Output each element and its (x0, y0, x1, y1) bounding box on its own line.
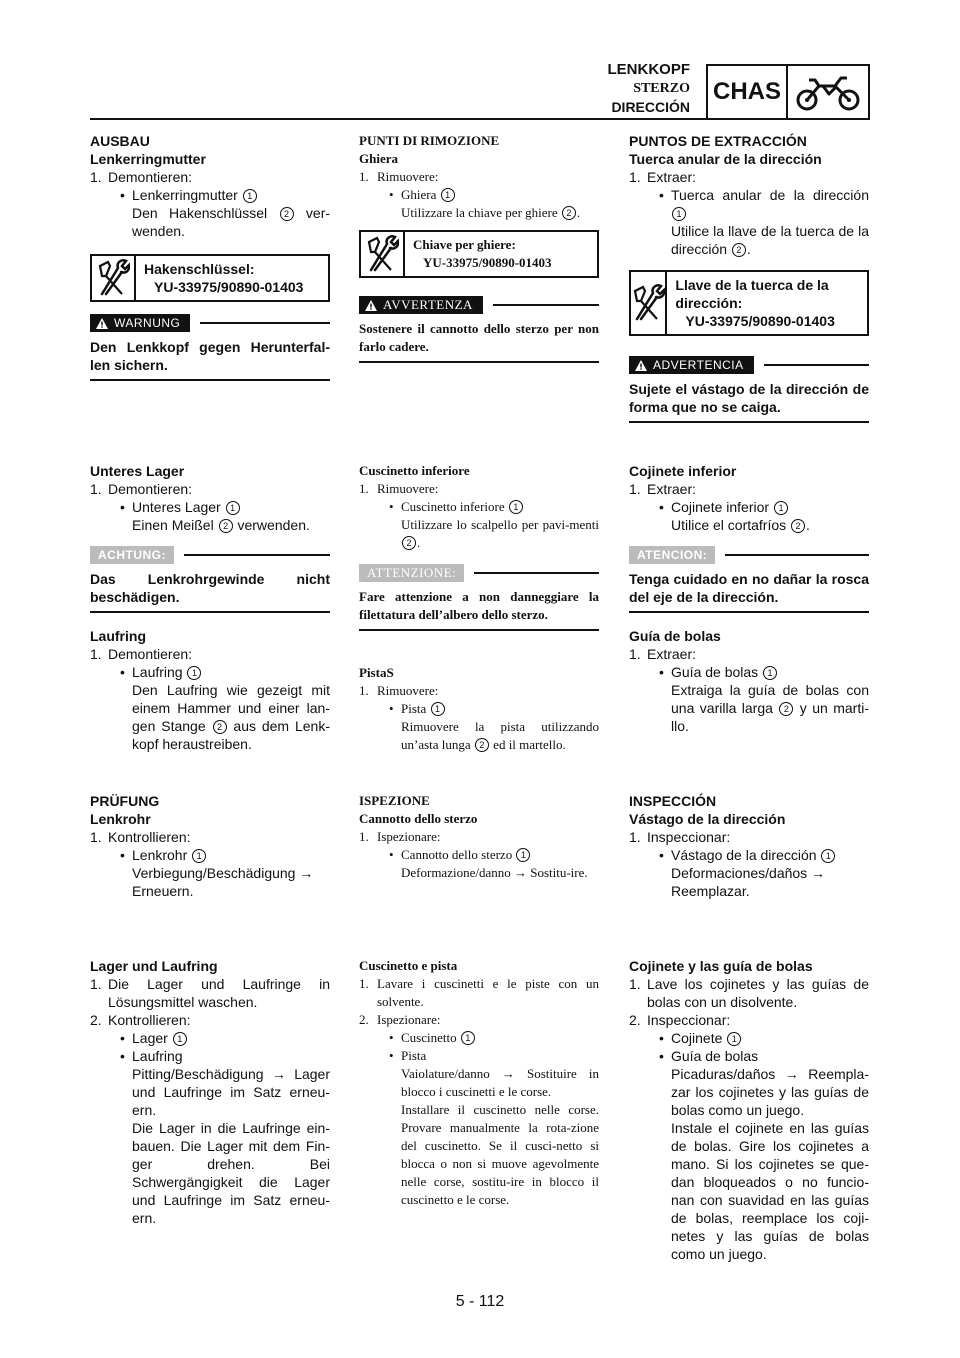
callout-1: 1 (461, 1031, 475, 1045)
es-bullet: • Tuerca anular de la dirección 1 (629, 186, 869, 222)
es-bullet: • Guía de bolas (629, 1047, 869, 1065)
it-bearing-race-section (359, 957, 599, 1209)
it-removal-title: PUNTI DI RIMOZIONE (359, 133, 500, 148)
de-race-title: Laufring (90, 628, 146, 644)
it-instruction: Installare il cuscinetto nelle corse. Provare manualmente la rota-zione del cuscinetto. Se il cusci-netto si blocca o non si muove agevolmente nelle corse, sostitu-ire in blocco il cuscinetto e le corse. (401, 1102, 599, 1207)
de-bullet: • Lenkerringmutter 1 (90, 186, 330, 204)
de-inspection-section (90, 792, 330, 900)
de-tool-name: Hakenschlüssel: (144, 261, 255, 277)
de-bullet: • Lenkrohr 1 (90, 846, 330, 864)
de-step: 1. Demontieren: (90, 646, 193, 662)
es-instruction: Deformaciones/daños → Reemplazar. (671, 865, 826, 899)
es-instruction: Instale el cojinete en las guías de bolas. Gire los cojinetes a mano. Si los cojinetes se que-dan bloqueados o no funcio-nan con suavidad en las guías de bolas, reemplace los coji-netes y las guías de bolas como un juego. (671, 1120, 869, 1262)
callout-1: 1 (192, 849, 206, 863)
de-instruction: Pitting/Beschädigung → Lager und Laufringe im Satz erneu-ern. (132, 1066, 330, 1118)
it-removal-subtitle: Ghiera (359, 151, 398, 166)
it-caution-header (359, 564, 599, 582)
es-removal-subtitle: Tuerca anular de la dirección (629, 151, 822, 167)
warning-icon (635, 360, 647, 371)
callout-2: 2 (402, 536, 416, 550)
de-removal-subtitle: Lenkerringmutter (90, 151, 206, 167)
callout-2: 2 (280, 207, 294, 221)
de-bearing-race-section (90, 957, 330, 1227)
de-inspection-subtitle: Lenkrohr (90, 811, 151, 827)
de-inspection-title: PRÜFUNG (90, 793, 160, 809)
de-lower-bearing-section (90, 462, 330, 613)
es-caution-text: Tenga cuidado en no dañar la rosca del eje de la dirección. (629, 570, 869, 613)
it-step: 2. Ispezionare: (359, 1012, 441, 1027)
es-bullet: • Vástago de la dirección 1 (629, 846, 869, 864)
it-instruction: Rimuovere la pista utilizzando un’asta lunga 2 ed il martello. (401, 719, 599, 752)
de-lower-bearing-title: Unteres Lager (90, 463, 185, 479)
callout-2: 2 (475, 738, 489, 752)
callout-1: 1 (774, 501, 788, 515)
de-warning-rule (200, 322, 330, 324)
it-warning-label: AVVERTENZA (359, 296, 483, 314)
it-step: 1. Rimuovere: (359, 481, 439, 496)
es-step: 1. Lave los cojinetes y las guías de bolas con un disolvente. (629, 976, 869, 1010)
es-race-title: Guía de bolas (629, 628, 721, 644)
title-de: LENKKOPF (607, 61, 690, 78)
it-warning-text: Sostenere il cannotto dello sterzo per non farlo cadere. (359, 320, 599, 363)
es-instruction: Utilice la llave de la tuerca de la dirección 2 . (671, 223, 869, 257)
page-number: 5 - 112 (455, 1293, 505, 1310)
es-bearing-race-section (629, 957, 869, 1263)
it-bullet: • Ghiera 1 (359, 186, 599, 204)
it-bullet: • Pista (359, 1047, 599, 1065)
es-bullet: • Cojinete inferior 1 (629, 498, 869, 516)
es-tool-text (667, 272, 867, 334)
de-instruction: Die Lager in die Laufringe ein-bauen. Die Lager mit dem Fin-ger drehen. Bei Schwergängigkeit die Lager und Laufringe im Satz erneu-ern. (132, 1120, 330, 1226)
es-caution-label: ATENCION: (629, 546, 715, 564)
callout-1: 1 (727, 1032, 741, 1046)
it-step: 1. Rimuovere: (359, 683, 439, 698)
warning-icon (96, 318, 108, 329)
de-removal-title: AUSBAU (90, 133, 150, 149)
header-rule (90, 118, 870, 120)
it-step: 1. Rimuovere: (359, 169, 439, 184)
de-bullet: • Laufring 1 (90, 663, 330, 681)
title-it: STERZO (633, 81, 690, 96)
it-caution-rule (474, 572, 599, 574)
it-lower-bearing-title: Cuscinetto inferiore (359, 463, 470, 478)
it-bullet: • Cuscinetto 1 (359, 1029, 599, 1047)
de-caution-text: Das Lenkrohrgewinde nicht beschädigen. (90, 570, 330, 613)
it-instruction: Deformazione/danno → Sostitu-ire. (401, 865, 588, 880)
it-caution-label: ATTENZIONE: (359, 564, 464, 582)
es-warning-header (629, 356, 869, 374)
it-race-section (359, 664, 599, 754)
es-bullet: • Guía de bolas 1 (629, 663, 869, 681)
wrench-icon (361, 232, 405, 276)
de-step: 2. Kontrollieren: (90, 1012, 191, 1028)
wrench-icon (631, 272, 667, 334)
it-warning-rule (493, 304, 599, 306)
callout-1: 1 (672, 207, 686, 221)
callout-1: 1 (509, 500, 523, 514)
it-step: 1. Ispezionare: (359, 829, 441, 844)
title-es: DIRECCIÓN (611, 99, 690, 115)
callout-2: 2 (562, 206, 576, 220)
callout-2: 2 (779, 702, 793, 716)
es-inspection-title: INSPECCIÓN (629, 793, 717, 809)
de-bullet: • Unteres Lager 1 (90, 498, 330, 516)
de-instruction: Den Laufring wie gezeigt mit einem Hammer und einer lan-gen Stange 2 aus dem Lenk-kopf heraustreiben. (132, 682, 331, 752)
it-tool-text (405, 232, 560, 276)
wrench-icon (92, 256, 136, 300)
it-tool-code: YU-33975/90890-01403 (423, 255, 552, 270)
callout-1: 1 (821, 849, 835, 863)
de-warning-text: Den Lenkkopf gegen Herunterfal-len sichern. (90, 338, 330, 381)
de-race-section (90, 627, 330, 753)
it-instruction: Vaiolature/danno → Sostituire in blocco i cuscinetti e le corse. (401, 1066, 599, 1099)
section-code: CHAS (708, 66, 788, 118)
es-step: 1. Extraer: (629, 169, 697, 185)
de-caution-header (90, 546, 330, 564)
de-tool-text (136, 256, 311, 300)
it-removal-section (359, 132, 599, 363)
it-lower-bearing-section (359, 462, 599, 631)
es-warning-rule (764, 364, 869, 366)
callout-2: 2 (219, 519, 233, 533)
callout-2: 2 (213, 720, 227, 734)
callout-1: 1 (173, 1032, 187, 1046)
de-step: 1. Demontieren: (90, 169, 193, 185)
es-special-tool-box (629, 270, 869, 336)
callout-1: 1 (441, 188, 455, 202)
de-warning-label: WARNUNG (90, 314, 190, 332)
it-instruction: Utilizzare lo scalpello per pavi-menti 2 . (401, 517, 599, 550)
es-step: 1. Inspeccionar: (629, 829, 731, 845)
es-instruction: Extraiga la guía de bolas con una varilla larga 2 y un marti-llo. (671, 682, 870, 734)
es-instruction: Picaduras/daños → Reempla-zar los cojinetes y las guías de bolas como un juego. (671, 1066, 869, 1118)
de-bearing-race-title: Lager und Laufring (90, 958, 218, 974)
de-bullet: • Laufring (90, 1047, 330, 1065)
es-tool-code: YU-33975/90890-01403 (685, 313, 835, 329)
de-instruction: Einen Meißel 2 verwenden. (132, 517, 310, 533)
it-bullet: • Cannotto dello sterzo 1 (359, 846, 599, 864)
it-bullet: • Pista 1 (359, 700, 599, 718)
warning-icon (365, 300, 377, 311)
es-caution-header (629, 546, 869, 564)
es-step: 1. Extraer: (629, 481, 697, 497)
es-warning-label: ADVERTENCIA (629, 356, 754, 374)
callout-1: 1 (226, 501, 240, 515)
es-lower-bearing-title: Cojinete inferior (629, 463, 737, 479)
es-bearing-race-title: Cojinete y las guía de bolas (629, 958, 813, 974)
it-inspection-subtitle: Cannotto dello sterzo (359, 811, 478, 826)
section-titles (608, 60, 691, 117)
es-step: 2. Inspeccionar: (629, 1012, 731, 1028)
callout-1: 1 (187, 666, 201, 680)
es-removal-title: PUNTOS DE EXTRACCIÓN (629, 133, 807, 149)
es-inspection-subtitle: Vástago de la dirección (629, 811, 786, 827)
de-step: 1. Die Lager und Laufringe in Lösungsmittel waschen. (90, 976, 330, 1010)
de-warning-header (90, 314, 330, 332)
it-instruction: Utilizzare la chiave per ghiere 2 . (401, 205, 581, 220)
callout-1: 1 (763, 666, 777, 680)
es-step: 1. Extraer: (629, 646, 697, 662)
es-inspection-section (629, 792, 869, 900)
it-caution-text: Fare attenzione a non danneggiare la filettatura dell’albero dello sterzo. (359, 588, 599, 631)
es-caution-rule (725, 554, 869, 556)
de-tool-code: YU-33975/90890-01403 (154, 279, 304, 295)
it-race-title: PistaS (359, 665, 394, 680)
motorcycle-icon (788, 66, 868, 118)
callout-1: 1 (431, 702, 445, 716)
callout-1: 1 (243, 189, 257, 203)
es-race-section (629, 627, 869, 735)
it-tool-name: Chiave per ghiere: (413, 237, 516, 252)
it-bearing-race-title: Cuscinetto e pista (359, 958, 458, 973)
it-inspection-section (359, 792, 599, 882)
de-special-tool-box (90, 254, 330, 302)
callout-2: 2 (732, 243, 746, 257)
de-step: 1. Kontrollieren: (90, 829, 191, 845)
de-caution-rule (184, 554, 330, 556)
de-instruction: Den Hakenschlüssel 2 ver-wenden. (132, 205, 331, 239)
section-header (600, 58, 870, 120)
es-removal-section (629, 132, 869, 423)
de-removal-section (90, 132, 330, 381)
it-bullet: • Cuscinetto inferiore 1 (359, 498, 599, 516)
de-bullet: • Lager 1 (90, 1029, 330, 1047)
it-inspection-title: ISPEZIONE (359, 793, 430, 808)
es-instruction: Utilice el cortafríos 2 . (671, 517, 810, 533)
de-step: 1. Demontieren: (90, 481, 193, 497)
callout-2: 2 (791, 519, 805, 533)
callout-1: 1 (516, 848, 530, 862)
it-special-tool-box (359, 230, 599, 278)
es-warning-text: Sujete el vástago de la dirección de forma que no se caiga. (629, 380, 869, 423)
es-tool-name: Llave de la tuerca de la dirección: (675, 277, 829, 311)
es-lower-bearing-section (629, 462, 869, 613)
it-step: 1. Lavare i cuscinetti e le piste con un solvente. (359, 976, 599, 1009)
it-warning-header (359, 296, 599, 314)
de-caution-label: ACHTUNG: (90, 546, 174, 564)
section-badge (706, 64, 870, 120)
de-instruction: Verbiegung/Beschädigung → Erneuern. (132, 865, 314, 899)
es-bullet: • Cojinete 1 (629, 1029, 869, 1047)
